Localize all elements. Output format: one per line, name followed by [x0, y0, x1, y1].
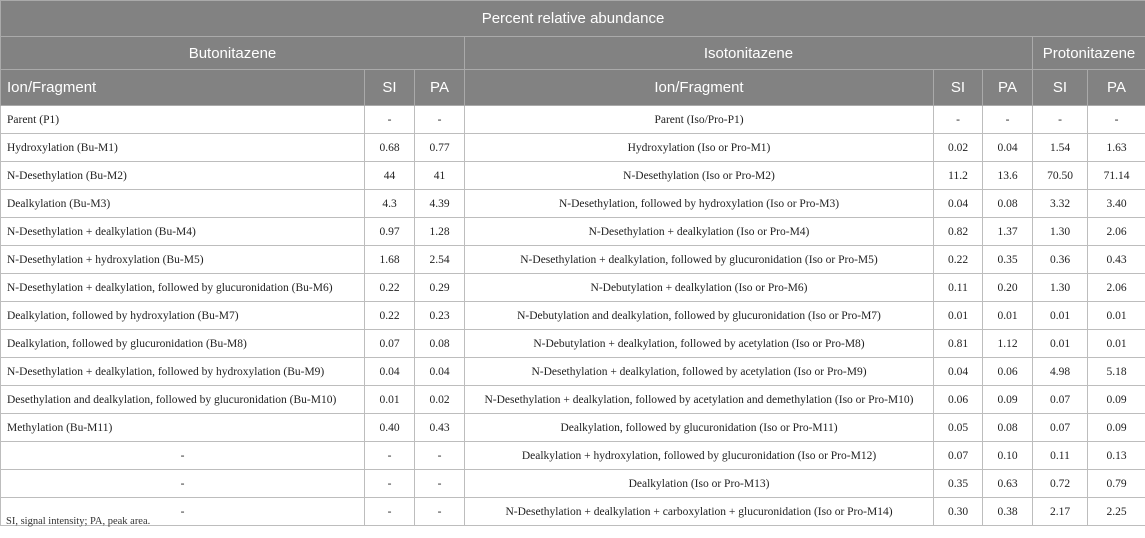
cell-iso-si: 0.04: [934, 190, 983, 218]
cell-pro-pa: 5.18: [1088, 358, 1145, 386]
cell-bu-pa: 0.08: [415, 330, 465, 358]
table-row: [1, 414, 1145, 442]
table-row: [1, 330, 1145, 358]
cell-bu-pa: -: [415, 106, 465, 134]
cell-pro-si: -: [1033, 106, 1088, 134]
cell-iso-ion: N-Desethylation + dealkylation, followed by glucuronidation (Iso or Pro-M5): [465, 246, 934, 274]
cell-iso-ion: Dealkylation, followed by glucuronidation (Iso or Pro-M11): [465, 414, 934, 442]
cell-bu-ion: Hydroxylation (Bu-M1): [1, 134, 365, 162]
cell-iso-si: 0.35: [934, 470, 983, 498]
cell-bu-si: 0.68: [365, 134, 415, 162]
cell-pro-pa: 2.25: [1088, 498, 1145, 526]
cell-pro-pa: 2.06: [1088, 274, 1145, 302]
cell-iso-ion: Dealkylation + hydroxylation, followed by glucuronidation (Iso or Pro-M12): [465, 442, 934, 470]
cell-bu-ion: N-Desethylation + dealkylation (Bu-M4): [1, 218, 365, 246]
cell-bu-ion: N-Desethylation (Bu-M2): [1, 162, 365, 190]
cell-iso-pa: 13.6: [983, 162, 1033, 190]
cell-bu-pa: 0.02: [415, 386, 465, 414]
cell-bu-ion: Desethylation and dealkylation, followed by glucuronidation (Bu-M10): [1, 386, 365, 414]
table-row: [1, 274, 1145, 302]
cell-bu-si: -: [365, 442, 415, 470]
cell-pro-si: 3.32: [1033, 190, 1088, 218]
cell-bu-si: 0.40: [365, 414, 415, 442]
cell-iso-si: 0.07: [934, 442, 983, 470]
table-row: [1, 470, 1145, 498]
col-header-pro-si: SI: [1033, 70, 1088, 106]
cell-iso-pa: -: [983, 106, 1033, 134]
cell-pro-si: 0.01: [1033, 302, 1088, 330]
cell-pro-pa: 0.09: [1088, 414, 1145, 442]
cell-iso-ion: N-Debutylation + dealkylation (Iso or Pro-M6): [465, 274, 934, 302]
cell-bu-pa: -: [415, 442, 465, 470]
table-row: [1, 106, 1145, 134]
cell-bu-si: 0.04: [365, 358, 415, 386]
cell-pro-si: 0.11: [1033, 442, 1088, 470]
cell-iso-pa: 0.06: [983, 358, 1033, 386]
cell-bu-ion: Dealkylation, followed by glucuronidation (Bu-M8): [1, 330, 365, 358]
cell-iso-ion: N-Desethylation (Iso or Pro-M2): [465, 162, 934, 190]
col-header-bu-pa: PA: [415, 70, 465, 106]
cell-pro-pa: 0.01: [1088, 302, 1145, 330]
cell-pro-pa: 0.13: [1088, 442, 1145, 470]
cell-bu-si: 0.01: [365, 386, 415, 414]
cell-iso-si: 0.05: [934, 414, 983, 442]
cell-pro-pa: 0.09: [1088, 386, 1145, 414]
cell-pro-si: 1.30: [1033, 218, 1088, 246]
cell-iso-pa: 0.38: [983, 498, 1033, 526]
cell-iso-pa: 0.20: [983, 274, 1033, 302]
cell-iso-ion: N-Desethylation, followed by hydroxylation (Iso or Pro-M3): [465, 190, 934, 218]
cell-bu-pa: 41: [415, 162, 465, 190]
col-header-bu-si: SI: [365, 70, 415, 106]
cell-iso-si: 0.01: [934, 302, 983, 330]
col-header-iso-pa: PA: [983, 70, 1033, 106]
cell-iso-pa: 0.63: [983, 470, 1033, 498]
cell-iso-si: 0.30: [934, 498, 983, 526]
cell-pro-si: 4.98: [1033, 358, 1088, 386]
cell-bu-si: -: [365, 470, 415, 498]
cell-iso-pa: 0.35: [983, 246, 1033, 274]
table-title: Percent relative abundance: [1, 1, 1145, 37]
cell-bu-ion: Dealkylation, followed by hydroxylation (Bu-M7): [1, 302, 365, 330]
cell-pro-pa: 71.14: [1088, 162, 1145, 190]
cell-pro-pa: -: [1088, 106, 1145, 134]
cell-iso-pa: 1.37: [983, 218, 1033, 246]
cell-bu-pa: -: [415, 470, 465, 498]
cell-pro-pa: 2.06: [1088, 218, 1145, 246]
cell-pro-pa: 0.79: [1088, 470, 1145, 498]
table-row: [1, 246, 1145, 274]
cell-bu-si: 0.97: [365, 218, 415, 246]
cell-pro-si: 0.72: [1033, 470, 1088, 498]
cell-bu-ion: N-Desethylation + dealkylation, followed by hydroxylation (Bu-M9): [1, 358, 365, 386]
cell-iso-si: -: [934, 106, 983, 134]
cell-bu-ion: Dealkylation (Bu-M3): [1, 190, 365, 218]
cell-iso-si: 0.11: [934, 274, 983, 302]
group-header-isotonitazene: Isotonitazene: [465, 37, 1033, 70]
cell-iso-si: 0.04: [934, 358, 983, 386]
cell-pro-si: 0.07: [1033, 386, 1088, 414]
cell-bu-si: 0.22: [365, 274, 415, 302]
table-body: [1, 106, 1145, 526]
cell-bu-ion: Parent (P1): [1, 106, 365, 134]
cell-iso-ion: Hydroxylation (Iso or Pro-M1): [465, 134, 934, 162]
cell-iso-ion: N-Desethylation + dealkylation, followed by acetylation (Iso or Pro-M9): [465, 358, 934, 386]
cell-bu-ion: N-Desethylation + dealkylation, followed by glucuronidation (Bu-M6): [1, 274, 365, 302]
cell-bu-pa: 0.77: [415, 134, 465, 162]
cell-bu-pa: 0.04: [415, 358, 465, 386]
table-row: [1, 442, 1145, 470]
table-row: [1, 162, 1145, 190]
cell-bu-pa: 1.28: [415, 218, 465, 246]
cell-pro-pa: 3.40: [1088, 190, 1145, 218]
cell-iso-ion: N-Desethylation + dealkylation (Iso or Pro-M4): [465, 218, 934, 246]
col-header-iso-ion: Ion/Fragment: [465, 70, 934, 106]
col-header-iso-si: SI: [934, 70, 983, 106]
table-row: [1, 498, 1145, 526]
cell-pro-si: 70.50: [1033, 162, 1088, 190]
cell-pro-pa: 0.43: [1088, 246, 1145, 274]
cell-iso-pa: 0.09: [983, 386, 1033, 414]
cell-bu-pa: 4.39: [415, 190, 465, 218]
cell-bu-si: 1.68: [365, 246, 415, 274]
cell-pro-si: 2.17: [1033, 498, 1088, 526]
cell-pro-pa: 0.01: [1088, 330, 1145, 358]
cell-iso-pa: 0.10: [983, 442, 1033, 470]
cell-bu-ion: -: [1, 442, 365, 470]
cell-bu-ion: -: [1, 498, 365, 526]
cell-bu-pa: 2.54: [415, 246, 465, 274]
cell-iso-pa: 0.04: [983, 134, 1033, 162]
cell-bu-pa: 0.23: [415, 302, 465, 330]
table-row: [1, 134, 1145, 162]
cell-bu-ion: Methylation (Bu-M11): [1, 414, 365, 442]
table-footnote: SI, signal intensity; PA, peak area.: [6, 516, 151, 527]
cell-iso-si: 0.06: [934, 386, 983, 414]
table-row: [1, 218, 1145, 246]
cell-iso-si: 0.22: [934, 246, 983, 274]
cell-bu-pa: 0.43: [415, 414, 465, 442]
table-row: [1, 302, 1145, 330]
cell-iso-si: 0.02: [934, 134, 983, 162]
group-header-protonitazene: Protonitazene: [1033, 37, 1145, 70]
cell-bu-si: 0.22: [365, 302, 415, 330]
cell-pro-si: 0.01: [1033, 330, 1088, 358]
cell-iso-ion: N-Desethylation + dealkylation + carboxylation + glucuronidation (Iso or Pro-M14): [465, 498, 934, 526]
cell-iso-ion: N-Debutylation and dealkylation, followed by glucuronidation (Iso or Pro-M7): [465, 302, 934, 330]
group-header-butonitazene: Butonitazene: [1, 37, 465, 70]
cell-bu-si: 4.3: [365, 190, 415, 218]
cell-pro-si: 1.54: [1033, 134, 1088, 162]
col-header-bu-ion: Ion/Fragment: [1, 70, 365, 106]
cell-iso-pa: 1.12: [983, 330, 1033, 358]
cell-pro-si: 1.30: [1033, 274, 1088, 302]
table-row: [1, 358, 1145, 386]
cell-bu-pa: -: [415, 498, 465, 526]
cell-bu-si: 44: [365, 162, 415, 190]
cell-bu-pa: 0.29: [415, 274, 465, 302]
cell-iso-si: 0.82: [934, 218, 983, 246]
cell-pro-pa: 1.63: [1088, 134, 1145, 162]
cell-iso-si: 0.81: [934, 330, 983, 358]
cell-pro-si: 0.07: [1033, 414, 1088, 442]
cell-iso-ion: Dealkylation (Iso or Pro-M13): [465, 470, 934, 498]
cell-iso-ion: N-Debutylation + dealkylation, followed by acetylation (Iso or Pro-M8): [465, 330, 934, 358]
col-header-pro-pa: PA: [1088, 70, 1145, 106]
cell-bu-si: -: [365, 106, 415, 134]
table-row: [1, 386, 1145, 414]
table-row: [1, 190, 1145, 218]
cell-iso-si: 11.2: [934, 162, 983, 190]
cell-bu-si: -: [365, 498, 415, 526]
cell-iso-pa: 0.08: [983, 414, 1033, 442]
cell-pro-si: 0.36: [1033, 246, 1088, 274]
cell-bu-ion: -: [1, 470, 365, 498]
cell-iso-ion: Parent (Iso/Pro-P1): [465, 106, 934, 134]
cell-iso-pa: 0.01: [983, 302, 1033, 330]
cell-iso-pa: 0.08: [983, 190, 1033, 218]
cell-bu-si: 0.07: [365, 330, 415, 358]
cell-iso-ion: N-Desethylation + dealkylation, followed by acetylation and demethylation (Iso or Pro-M10): [465, 386, 934, 414]
cell-bu-ion: N-Desethylation + hydroxylation (Bu-M5): [1, 246, 365, 274]
